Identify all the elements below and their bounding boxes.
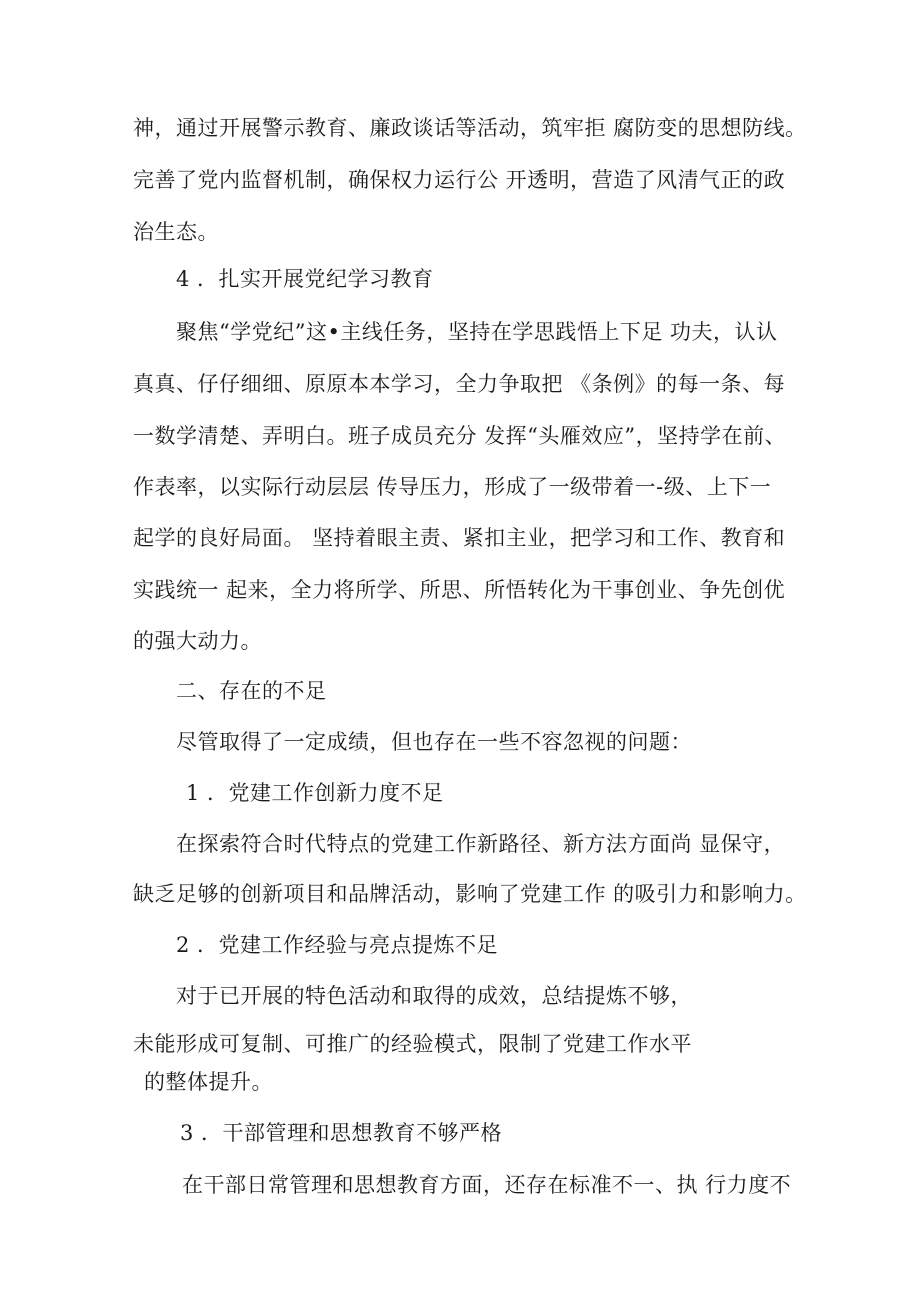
- text-line: 神，通过开展警示教育、廉政谈话等活动，筑牢拒 腐防变的思想防线。: [133, 116, 807, 140]
- section-heading: 二、存在的不足: [176, 679, 327, 703]
- text-line: 尽管取得了一定成绩，但也存在一些不容忽视的问题：: [176, 730, 692, 754]
- text-line: 在干部日常管理和思想教育方面，还存在标准不一、执 行力度不: [182, 1173, 792, 1197]
- text-line: 治生态。: [133, 220, 219, 244]
- text-line: 作表率，以实际行动层层 传导压力，形成了一级带着一-级、上下一: [133, 475, 772, 499]
- text-line: 的强大动力。: [133, 629, 262, 653]
- text-line: 未能形成可复制、可推广的经验模式，限制了党建工作水平: [133, 1032, 692, 1056]
- text-line: 完善了党内监督机制，确保权力运行公 开透明，营造了风清气正的政: [133, 168, 786, 192]
- text-line: 聚焦“学党纪”这•主线任务，坚持在学思践悟上下足 功夫，认认: [176, 320, 778, 344]
- text-line: 对于已开展的特色活动和取得的成效，总结提炼不够，: [176, 984, 692, 1008]
- text-line: 起学的良好局面。 坚持着眼主责、紧扣主业，把学习和工作、教育和: [133, 526, 786, 550]
- text-line: 实践统一 起来，全力将所学、所思、所悟转化为干事创业、争先创优: [133, 578, 786, 602]
- text-line: 一数学清楚、弄明白。班子成员充分 发挥“头雁效应”，坚持学在前、: [133, 424, 787, 448]
- section-heading: 1 ．党建工作创新力度不足: [186, 781, 444, 805]
- section-heading: 3 ．干部管理和思想教育不够严格: [180, 1121, 503, 1145]
- text-line: 的整体提升。: [144, 1070, 273, 1094]
- section-heading: 4 ．扎实开展党纪学习教育: [176, 267, 434, 291]
- text-line: 真真、仔仔细细、原原本本学习，全力争取把 《条例》的每一条、每: [133, 372, 786, 396]
- text-line: 缺乏足够的创新项目和品牌活动，影响了党建工作 的吸引力和影响力。: [133, 882, 807, 906]
- text-line: 在探索符合时代特点的党建工作新路径、新方法方面尚 显保守，: [176, 832, 786, 856]
- section-heading: 2 ．党建工作经验与亮点提炼不足: [176, 933, 499, 957]
